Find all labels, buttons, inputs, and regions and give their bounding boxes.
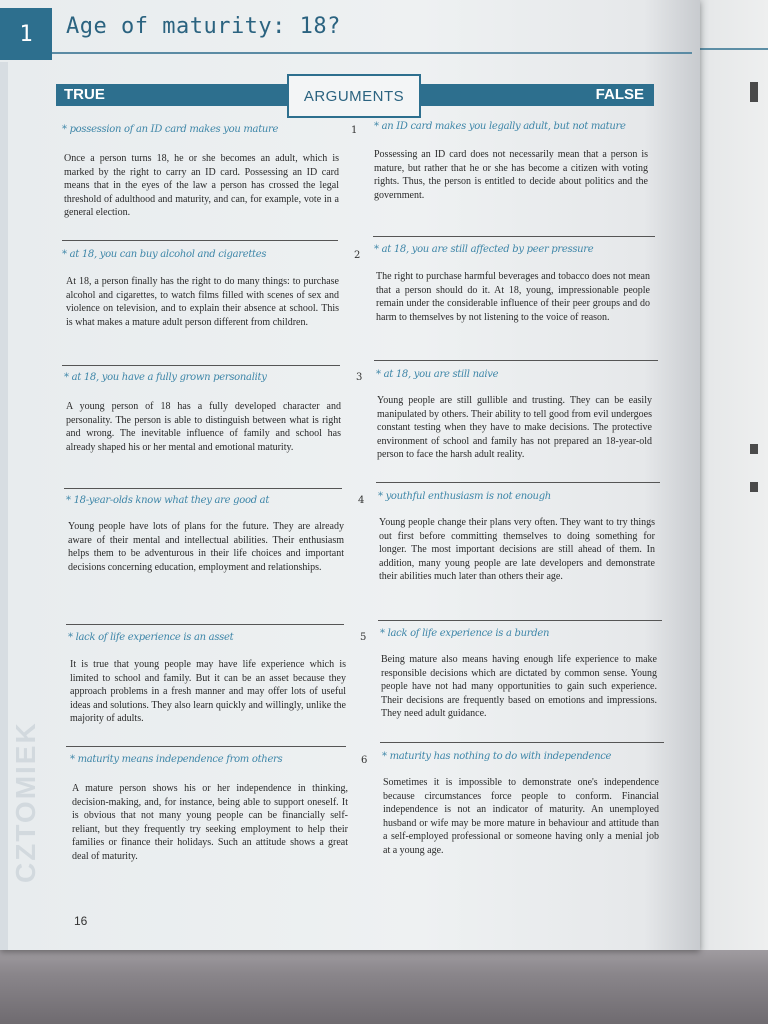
false-argument: Young people change their plans very often. They want to try things out first before committing themselves to doing something for longer. The most important decisions are still ahead of them. In addition, many young people are late developers and demonstrate their abilities much later than others their age. — [379, 517, 655, 583]
row-number: 5 — [360, 632, 367, 643]
false-heading: * an ID card makes you legally adult, but not mature — [374, 121, 626, 132]
true-divider — [62, 240, 338, 241]
next-page-rule — [700, 48, 768, 50]
publisher-watermark: CZTOMIEK — [10, 721, 41, 883]
false-heading: * at 18, you are still naive — [376, 369, 499, 380]
arguments-box: ARGUMENTS — [287, 74, 421, 118]
next-page-mark — [750, 82, 758, 102]
true-heading: * at 18, you have a fully grown personality — [64, 372, 267, 383]
row-number: 6 — [361, 755, 368, 766]
row-number: 3 — [356, 372, 363, 383]
row-number: 1 — [351, 125, 358, 136]
true-argument: Once a person turns 18, he or she becomes an adult, which is marked by the right to carry an ID card. Possessing an ID card means that in the eyes of the law a person has crossed the legal threshold of adulthood and maturity, and can, for example, vote in a general election. — [64, 153, 339, 219]
true-divider — [66, 746, 346, 747]
true-heading: * lack of life experience is an asset — [68, 632, 234, 643]
argument-row — [0, 121, 700, 244]
true-heading: * 18-year-olds know what they are good at — [66, 495, 270, 506]
true-divider — [62, 365, 340, 366]
true-argument: At 18, a person finally has the right to do many things: to purchase alcohol and cigarettes, to watch films filled with scenes of sex and violence on television, and to explain their absence at school. This is what makes a mature adult person different from children. — [66, 276, 339, 328]
argument-row — [0, 752, 700, 892]
false-heading: * at 18, you are still affected by peer pressure — [374, 244, 594, 255]
true-heading: * possession of an ID card makes you mature — [62, 124, 279, 135]
false-argument: Possessing an ID card does not necessarily mean that a person is mature, but rather that he or she has become a citizen with voting rights. Thus, the person is entitled to decide about politics and the government. — [374, 149, 648, 201]
false-argument: Young people are still gullible and trusting. They can be easily manipulated by others. Their ability to tell good from evil undergoes constant testing when they have to make decisions. The protective environment of school and family has not prepared an 18-year-old person to face the harsh adult reality. — [377, 395, 652, 461]
false-band: FALSE — [420, 84, 654, 106]
page-number: 16 — [74, 914, 88, 928]
argument-row — [0, 244, 700, 366]
false-argument: The right to purchase harmful beverages and tobacco does not mean that a person should do it. At 18, young, impressionable people remain under the considerable influence of their peer groups and do harm to themselves by not listening to the voice of reason. — [376, 271, 650, 323]
argument-row — [0, 492, 700, 622]
table-background — [0, 940, 768, 1024]
false-divider — [373, 236, 655, 237]
row-number: 2 — [354, 250, 361, 261]
chapter-title: Age of maturity: 18? — [66, 14, 341, 39]
false-heading: * maturity has nothing to do with independence — [382, 751, 612, 762]
true-heading: * maturity means independence from others — [70, 754, 283, 765]
true-argument: A mature person shows his or her independence in thinking, decision-making, and, for instance, being able to support oneself. It is obvious that not many young people can be financially self-reliant, but they frequently try seeking employment to help their families or finance their holidays. Such an attitude shows a great deal of maturity. — [72, 783, 348, 862]
false-heading: * lack of life experience is a burden — [380, 628, 550, 639]
true-heading: * at 18, you can buy alcohol and cigarettes — [62, 249, 267, 260]
false-argument: Being mature also means having enough life experience to make responsible decisions which are dictated by common sense. Young people have not had many opportunities to gain such experience. Their decisions are frequently based on emotions and impressions. They need adult guidance. — [381, 654, 657, 720]
argument-row — [0, 370, 700, 488]
false-divider — [376, 482, 660, 483]
false-heading: * youthful enthusiasm is not enough — [378, 491, 551, 502]
false-divider — [380, 742, 664, 743]
true-divider — [64, 488, 342, 489]
true-divider — [66, 624, 344, 625]
next-page-mark — [750, 482, 758, 492]
argument-row — [0, 628, 700, 746]
chapter-number: 1 — [0, 8, 52, 60]
true-argument: A young person of 18 has a fully developed character and personality. The person is able to distinguish between what is right and wrong. The inevitable influence of family and school has already shaped his or her mental and emotional maturity. — [66, 401, 341, 453]
true-argument: Young people have lots of plans for the future. They are already aware of their mental and intellectual abilities. Their enthusiasm helps them to be adventurous in their life choices and important decisions concerning education, employment and relationships. — [68, 521, 344, 573]
true-band: TRUE — [56, 84, 290, 106]
title-rule — [52, 52, 692, 54]
next-page-mark — [750, 444, 758, 454]
false-argument: Sometimes it is impossible to demonstrate one's independence because circumstances force people to conform. Financial independence is not an indicator of maturity. An unemployed husband or wife may be more mature in behaviour and attitude than a self-employed professional or someone having only a menial job at a young age. — [383, 777, 659, 856]
false-divider — [374, 360, 658, 361]
row-number: 4 — [358, 495, 365, 506]
true-argument: It is true that young people may have life experience which is limited to school and family. But it can be an asset because they approach problems in a fresh manner and may offer lots of useful ideas and solutions. They also learn quickly and willingly, unlike the majority of adults. — [70, 659, 346, 725]
next-page-edge — [690, 0, 768, 950]
false-divider — [378, 620, 662, 621]
